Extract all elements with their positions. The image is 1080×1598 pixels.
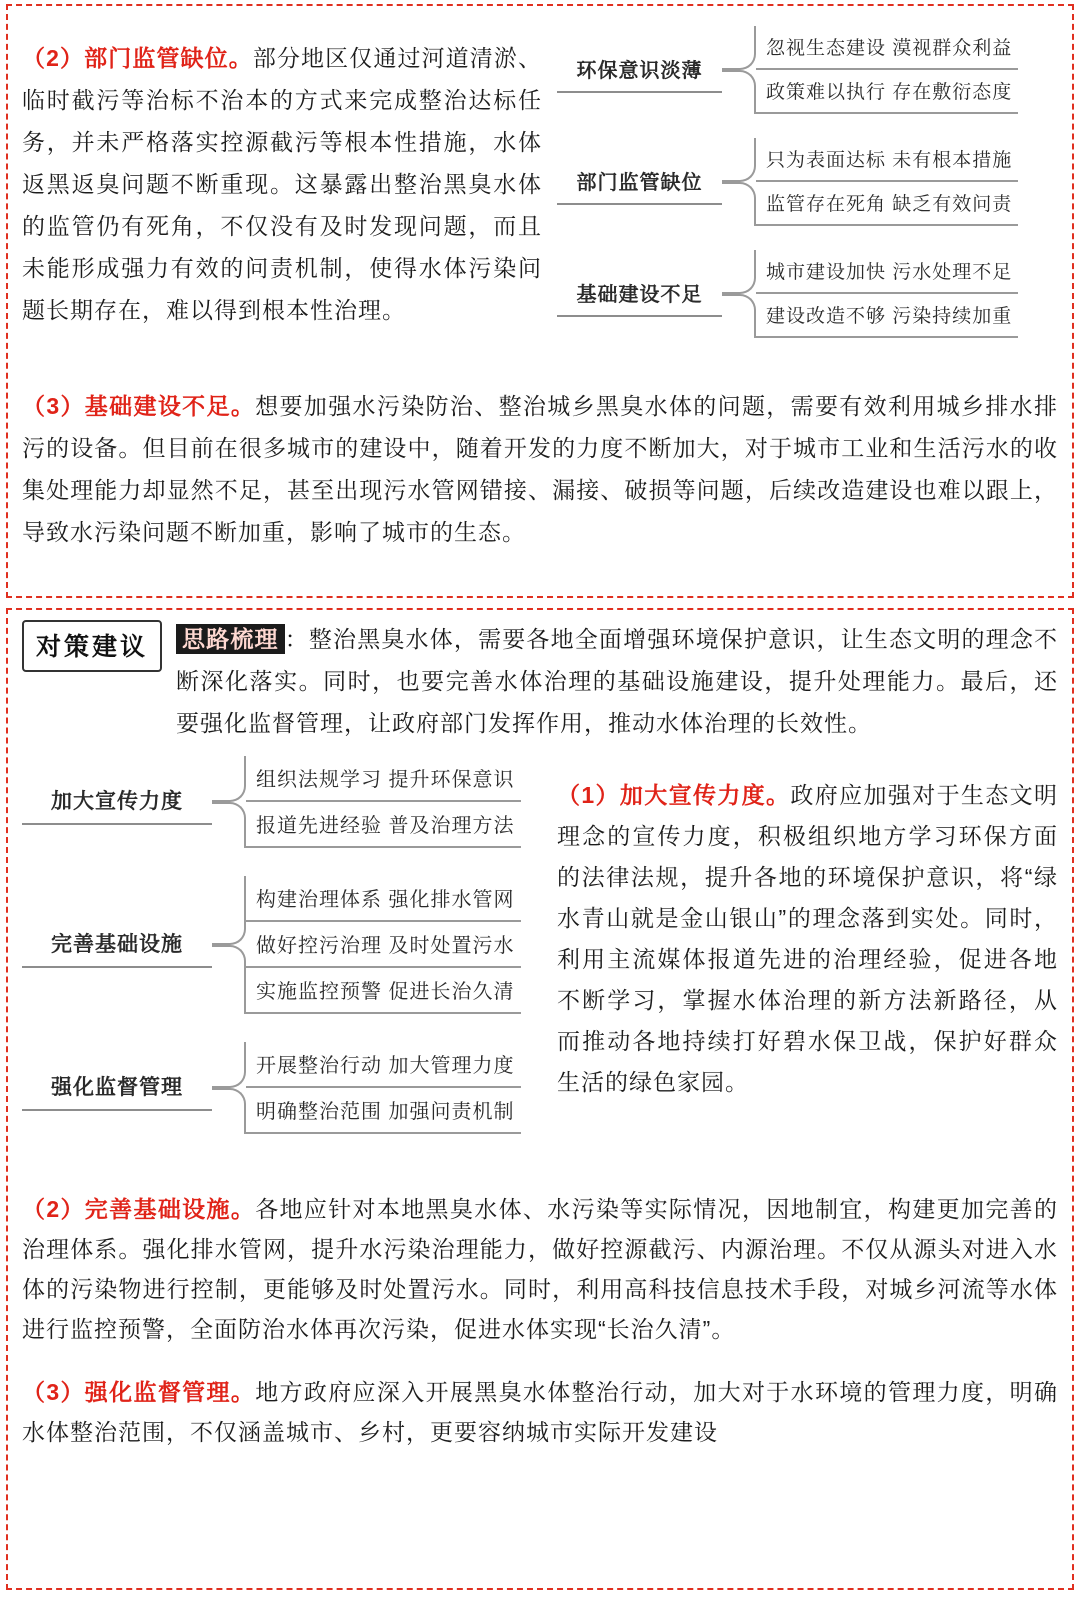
mindmap-child-node: 做好控污治理 及时处置污水 <box>246 922 521 968</box>
mindmap-branch <box>557 138 1058 226</box>
mindmap-parent-node: 基础建设不足 <box>557 272 722 317</box>
suggestions-badge: 对策建议 <box>22 620 162 672</box>
mindmap-child-node: 忽视生态建设 漠视群众利益 <box>756 26 1018 70</box>
mindmap-problems <box>557 26 1058 338</box>
intro-highlight-3: 强化监督管理 <box>200 710 345 736</box>
mindmap-child-node: 报道先进经验 普及治理方法 <box>246 802 521 848</box>
paragraph-suggestion-1 <box>557 775 1058 1103</box>
mindmap-children <box>246 756 521 848</box>
paragraph-suggestion-3-lead: （3）强化监督管理。 <box>22 1379 256 1405</box>
mindmap-child-node: 政策难以执行 存在敷衍态度 <box>756 70 1018 114</box>
mindmap-child-node: 建设改造不够 污染持续加重 <box>756 294 1018 338</box>
mindmap-parent-node: 环保意识淡薄 <box>557 48 722 93</box>
intro-mid-1: ，让生态文明的理念不断深化落实。同时，也要 <box>176 626 1059 694</box>
problems-section <box>6 4 1074 598</box>
mindmap-connector <box>212 756 246 848</box>
suggestions-header <box>22 618 1058 744</box>
mindmap-child-node: 组织法规学习 提升环保意识 <box>246 756 521 802</box>
paragraph-problem-3-lead: （3）基础建设不足。 <box>22 393 256 419</box>
intro-prefix: ：整治黑臭水体，需要各地全面 <box>284 626 624 652</box>
paragraph-suggestion-1-lead: （1）加大宣传力度。 <box>557 782 791 808</box>
paragraph-suggestion-2-lead: （2）完善基础设施。 <box>22 1196 256 1222</box>
mindmap-branch <box>557 26 1058 114</box>
mindmap-branch <box>557 250 1058 338</box>
paragraph-problem-2-body: 部分地区仅通过河道清淤、临时截污等治标不治本的方式来完成整治达标任务，并未严格落实控源截污等根本性措施，水体返黑返臭问题不断重现。这暴露出整治黑臭水体的监管仍有死角，不仅没有及时发现问题，而且未能形成强力有效的问责机制，使得水体污染问题长期存在，难以得到根本性治理。 <box>22 45 542 323</box>
paragraph-problem-2-lead: （2）部门监管缺位。 <box>22 45 253 71</box>
mindmap-child-node: 监管存在死角 缺乏有效问责 <box>756 182 1018 226</box>
paragraph-suggestion-3-body: 地方政府应深入开展黑臭水体整治行动，加大对于水环境的管理力度，明确水体整治范围，不仅涵盖城市、乡村，更要容纳城市实际开发建设 <box>22 1379 1059 1445</box>
mindmap-child-node: 实施监控预警 促进长治久清 <box>246 968 521 1014</box>
intro-suffix: ，让政府部门发挥作用，推动水体治理的长效性。 <box>344 710 873 736</box>
mindmap-connector <box>722 250 756 338</box>
mindmap-branch <box>22 756 542 848</box>
paragraph-suggestion-2 <box>22 1189 1058 1349</box>
mindmap-parent-node: 强化监督管理 <box>22 1065 212 1111</box>
mindmap-branch <box>22 1042 542 1134</box>
mindmap-child-node: 开展整治行动 加大管理力度 <box>246 1042 521 1088</box>
thought-outline-tag: 思路梳理 <box>176 624 285 654</box>
mindmap-children <box>756 250 1018 338</box>
mindmap-children <box>246 876 521 1014</box>
mindmap-child-node: 构建治理体系 强化排水管网 <box>246 876 521 922</box>
mindmap-children <box>756 26 1018 114</box>
paragraph-suggestion-1-body: 政府应加强对于生态文明理念的宣传力度，积极组织地方学习环保方面的法律法规，提升各地的环境保护意识，将“绿水青山就是金山银山”的理念落到实处。同时，利用主流媒体报道先进的治理经验，促进各地不断学习，掌握水体治理的新方法新路径，从而推动各地持续打好碧水保卫战，保护好群众生活的绿色家园。 <box>557 782 1059 1095</box>
paragraph-problem-3-body: 想要加强水污染防治、整治城乡黑臭水体的问题，需要有效利用城乡排水排污的设备。但目前在很多城市的建设中，随着开发的力度不断加大，对于城市工业和生活污水的收集处理能力却显然不足，甚至出现污水管网错接、漏接、破损等问题，后续改造建设也难以跟上，导致水污染问题不断加重，影响了城市的生态。 <box>22 393 1059 545</box>
intro-highlight-1: 增强环境保护意识 <box>623 626 817 652</box>
suggestions-section <box>6 608 1074 1590</box>
mindmap-branch <box>22 876 542 1014</box>
suggestions-text-column <box>557 746 1058 1103</box>
problems-mindmap-column <box>557 14 1058 338</box>
paragraph-suggestion-3 <box>22 1372 1058 1452</box>
mindmap-child-node: 城市建设加快 污水处理不足 <box>756 250 1018 294</box>
suggestions-bottom-text <box>22 1162 1058 1452</box>
mindmap-parent-node: 完善基础设施 <box>22 922 212 968</box>
mindmap-parent-node: 部门监管缺位 <box>557 160 722 205</box>
intro-mid-2: ，提升处理能力。最后，还要 <box>176 668 1059 736</box>
intro-highlight-2: 完善水体治理的基础设施建设 <box>445 668 765 694</box>
mindmap-solutions <box>22 746 542 1162</box>
problems-text-column <box>22 14 542 354</box>
mindmap-connector <box>722 138 756 226</box>
mindmap-connector <box>212 876 246 1014</box>
paragraph-problem-3 <box>22 385 1058 553</box>
mindmap-children <box>756 138 1018 226</box>
mindmap-parent-node: 加大宣传力度 <box>22 779 212 825</box>
mindmap-child-node: 明确整治范围 加强问责机制 <box>246 1088 521 1134</box>
mindmap-child-node: 只为表面达标 未有根本措施 <box>756 138 1018 182</box>
mindmap-children <box>246 1042 521 1134</box>
paragraph-problem-2 <box>22 37 542 331</box>
paragraph-suggestion-2-body: 各地应针对本地黑臭水体、水污染等实际情况，因地制宜，构建更加完善的治理体系。强化排水管网，提升水污染治理能力，做好控源截污、内源治理。不仅从源头对进入水体的污染物进行控制，更能够及时处置污水。同时，利用高科技信息技术手段，对城乡河流等水体进行监控预警，全面防治水体再次污染，促进水体实现“长治久清”。 <box>22 1196 1059 1342</box>
mindmap-connector <box>212 1042 246 1134</box>
suggestions-intro <box>176 618 1058 744</box>
mindmap-connector <box>722 26 756 114</box>
